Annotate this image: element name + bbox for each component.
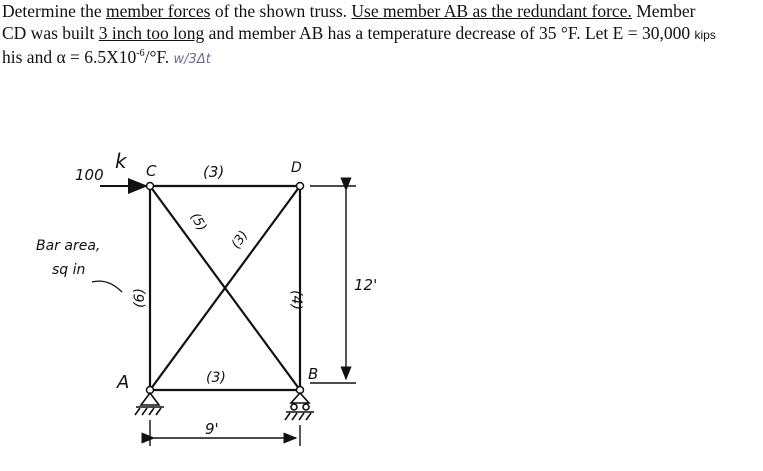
too-long-text: 3 inch too long [98,23,205,43]
exponent: -6 [136,48,145,60]
width-dimension [150,420,300,446]
member-label-bd: (4) [288,290,304,310]
height-dimension [310,186,356,383]
node-label-a: A [117,372,130,393]
member-label-ac: (6) [132,288,148,308]
text-segment: his and α = 6.5X10 [2,47,137,67]
text-segment: and member AB has a temperature decrease of 35 °F. Let E = 30,000 [204,23,695,43]
text-segment: of the shown truss. [210,1,352,21]
pin-support-a [135,393,164,415]
node-label-b: B [308,365,319,383]
bar-area-label: Bar area, [36,238,101,254]
pointer-curve [92,281,122,292]
text-segment: Member [631,1,696,21]
bar-area-unit-label: sq in [52,262,86,278]
text-segment: /°F. [144,47,170,67]
member-label-ad: (3) [228,228,252,252]
width-label: 9' [205,420,219,438]
roller-support-b [285,393,314,420]
member-label-ab: (3) [206,370,226,386]
member-label-cb: (5) [186,210,210,234]
text-segment: Determine the [2,1,106,21]
joint-c [147,183,154,190]
load-label: 100 [75,166,104,184]
text-segment: CD was built [2,23,99,43]
node-label-d: D [291,160,302,176]
handwritten-note: w/3Δt [173,52,211,67]
member-forces-text: member forces [105,1,211,21]
node-label-c: C [146,162,157,180]
load-unit: k [115,149,127,173]
member-label-cd: (3) [203,163,225,181]
joint-d [297,183,304,190]
kips-unit: kips [694,28,716,42]
height-label: 12' [354,276,378,294]
redundant-force-text: Use member AB as the redundant force. [351,1,632,21]
